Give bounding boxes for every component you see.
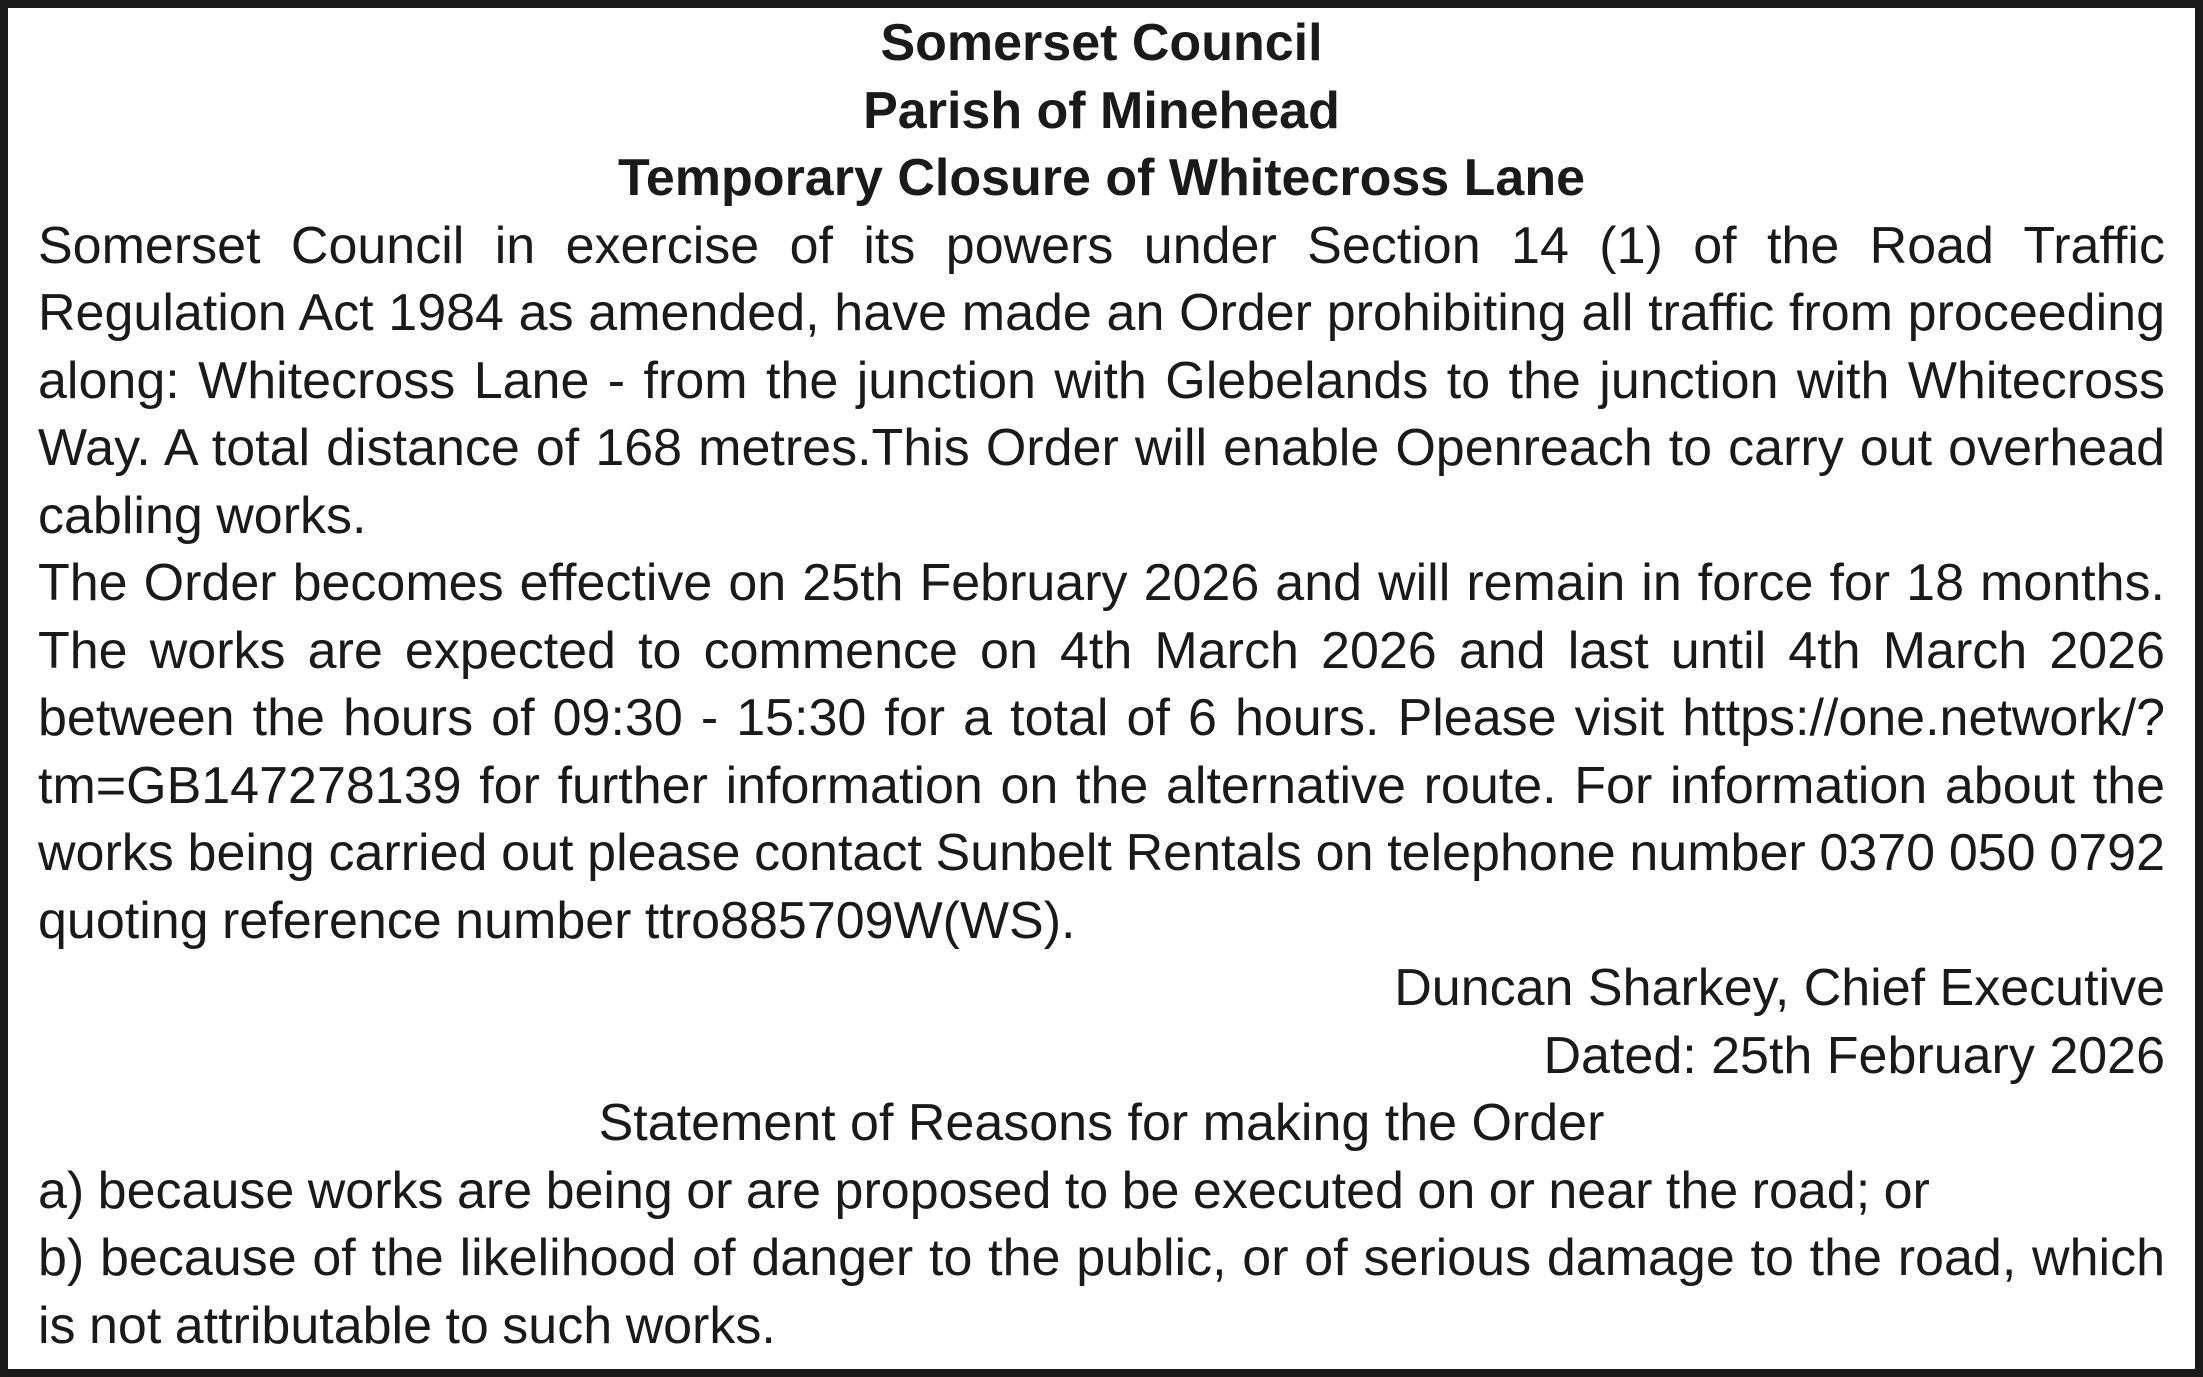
council-name-heading: Somerset Council xyxy=(880,14,1323,72)
reason-a: a) because works are being or are proposed to be executed on or near the road; or xyxy=(38,1161,1930,1220)
reason-b: b) because of the likelihood of danger to the public, or of serious damage to the road, which is not attributable to such works. xyxy=(38,1229,2165,1355)
order-paragraph: Somerset Council in exercise of its powers under Section 14 (1) of the Road Traffic Regulation Act 1984 as amended, have made an Order prohibiting all traffic from proceeding along: Whitecross Lane - from the junction with Glebelands to the junction with Whitecross Way. A total distance of 168 metres.This Order will enable Openreach to carry out overhead cabling works. xyxy=(38,216,2165,545)
signatory: Duncan Sharkey, Chief Executive xyxy=(1394,959,2165,1017)
effective-dates-paragraph: The Order becomes effective on 25th February 2026 and will remain in force for 18 months. The works are expected to commence on 4th March 2026 and last until 4th March 2026 between the hours of 09:30 - 15:30 for a total of 6 hours. Please visit https://one.network/?tm=GB147278139 for further information on the alternative route. For information about the works being carried out please contact Sunbelt Rentals on telephone number 0370 050 0792 quoting reference number ttro885709W(WS). xyxy=(38,554,2165,950)
dated-line: Dated: 25th February 2026 xyxy=(1543,1026,2165,1085)
reasons-title: Statement of Reasons for making the Order xyxy=(598,1094,1605,1152)
parish-heading: Parish of Minehead xyxy=(863,81,1340,140)
closure-title-heading: Temporary Closure of Whitecross Lane xyxy=(617,149,1586,207)
